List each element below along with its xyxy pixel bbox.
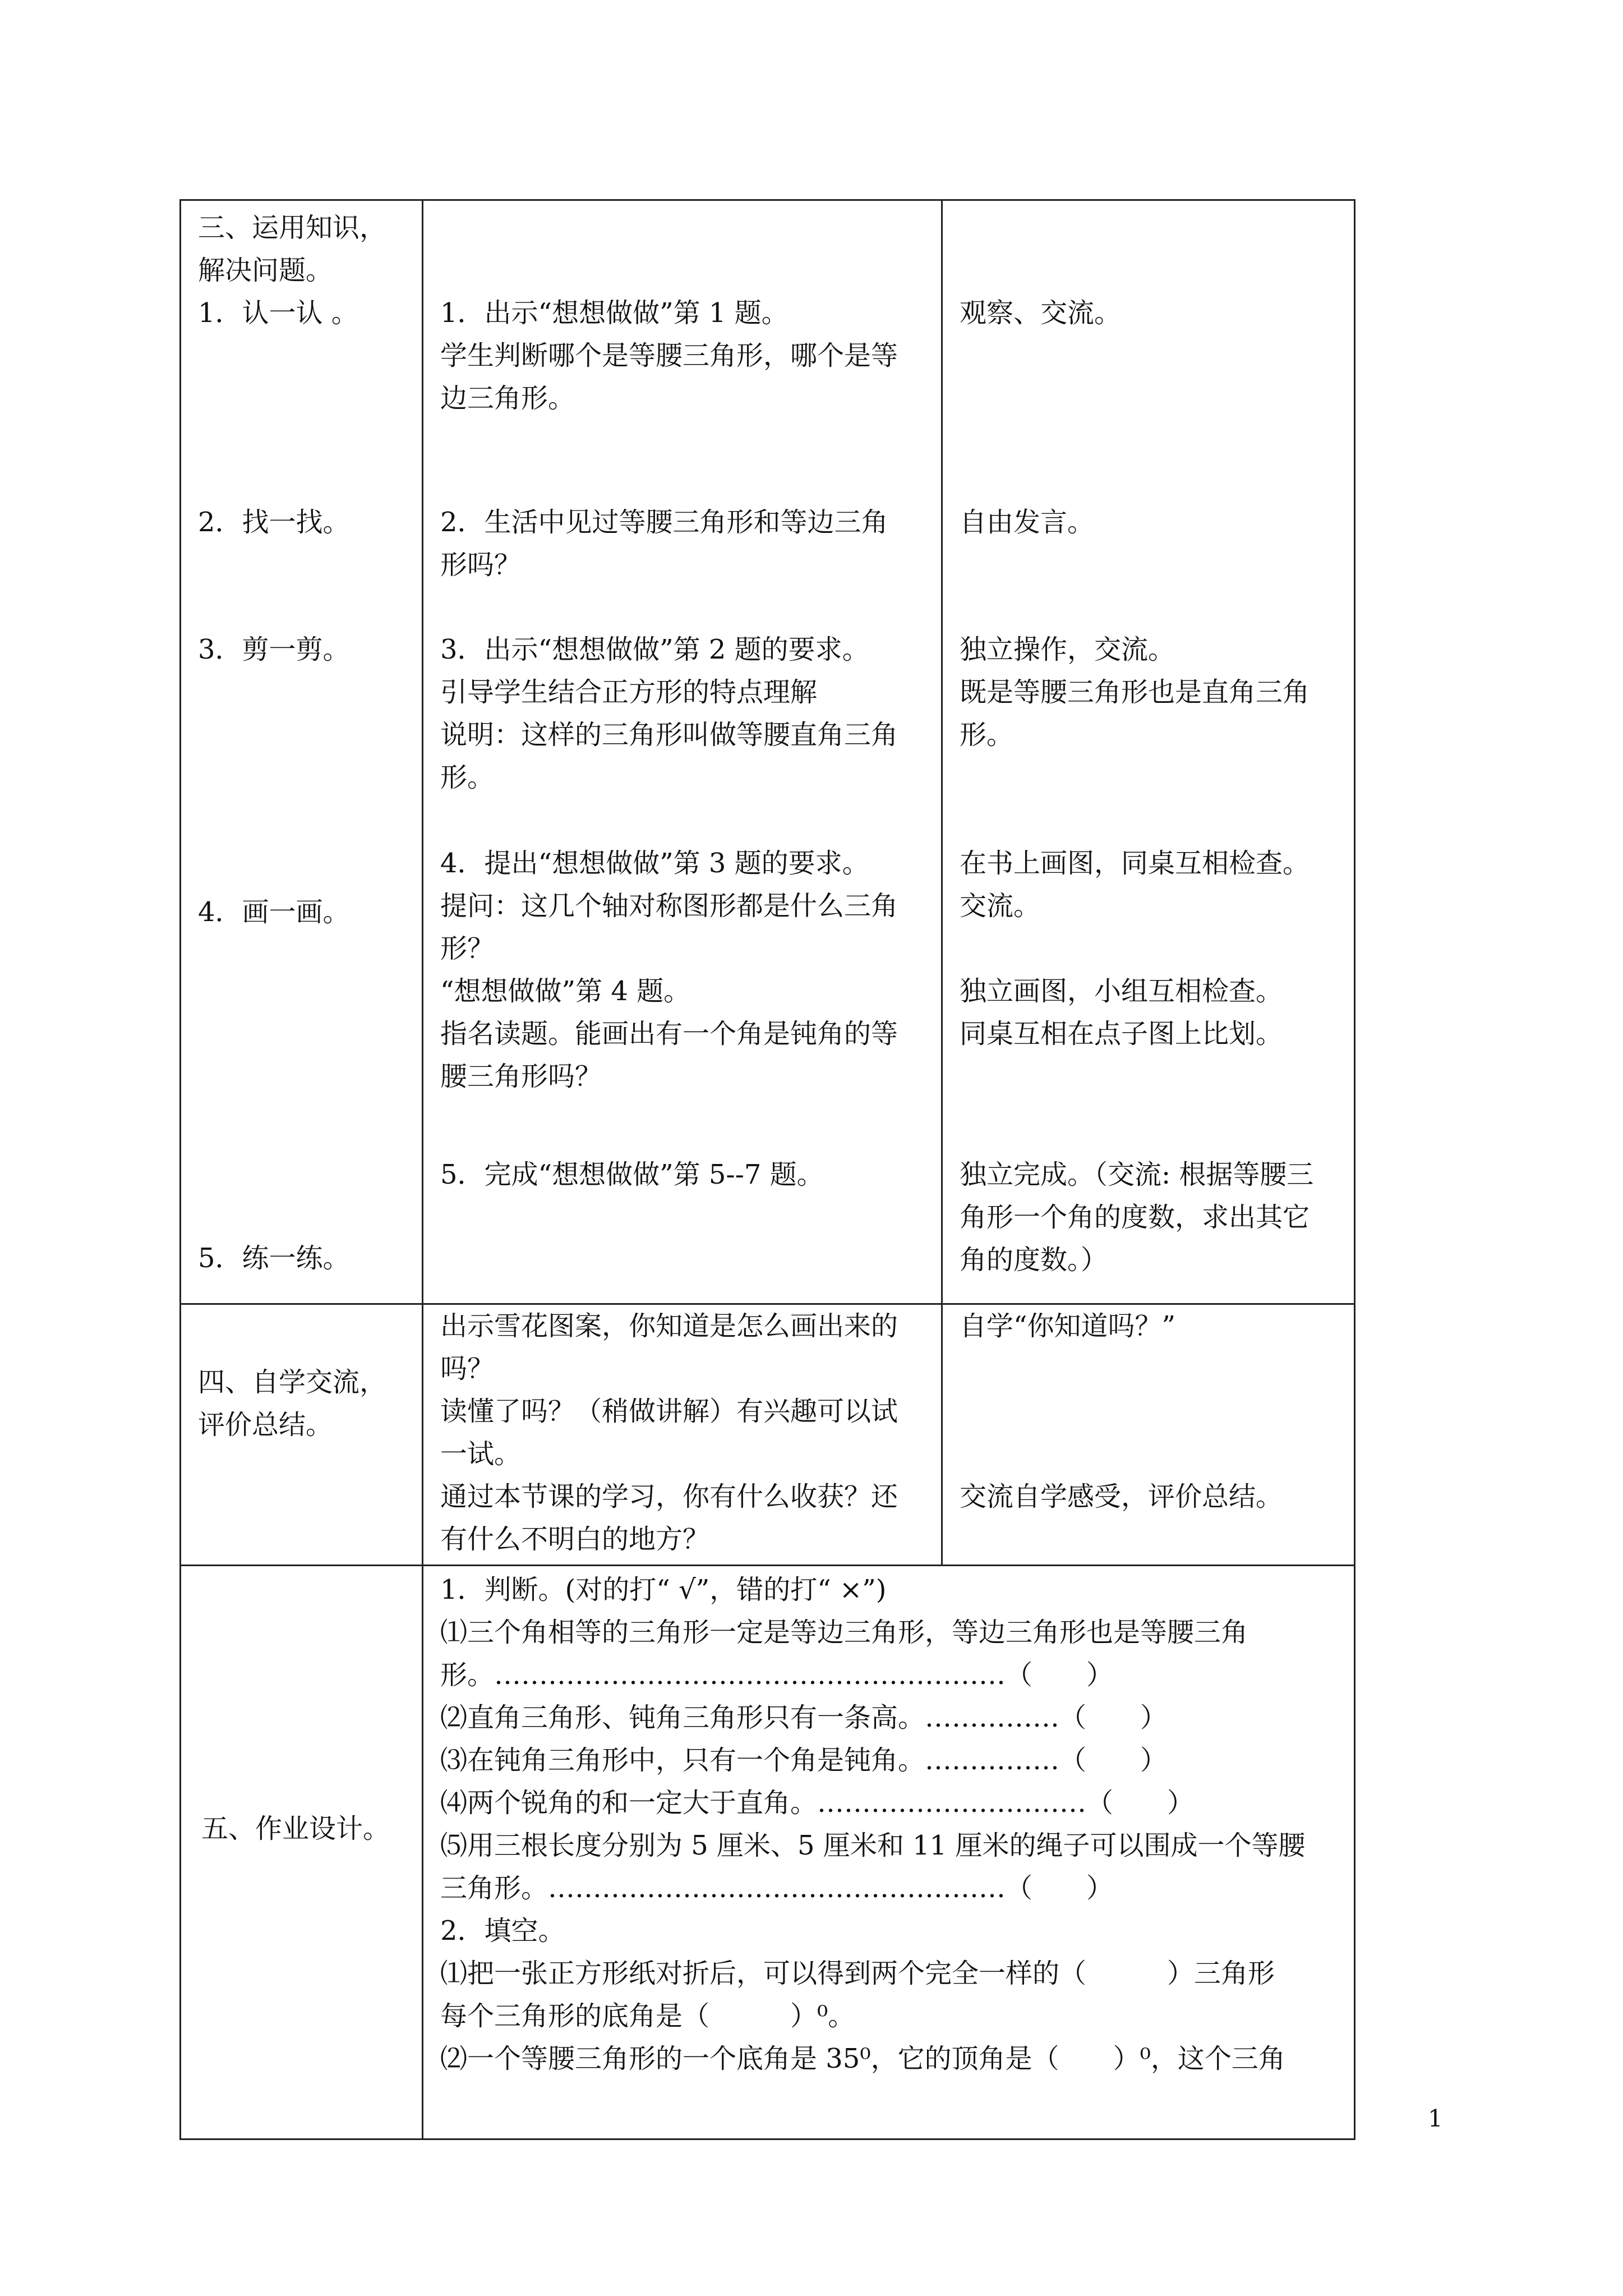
- text-line: ⑷两个锐角的和一定大于直角。…………………………（ ）: [440, 1787, 1195, 1819]
- page-number: 1: [1428, 2105, 1443, 2132]
- text-line: 读懂了吗？（稍做讲解）有兴趣可以试: [440, 1396, 898, 1427]
- text-line: 提问：这几个轴对称图形都是什么三角: [440, 890, 898, 922]
- text-line: 2．生活中见过等腰三角形和等边三角: [440, 507, 888, 538]
- text-line: 形吗？: [440, 549, 522, 581]
- text-line: 每个三角形的底角是（ ）⁰。: [440, 2000, 855, 2032]
- text-line: 在书上画图，同桌互相检查。: [960, 848, 1310, 879]
- table-row: [181, 1566, 1355, 2139]
- text-line: 吗？: [440, 1353, 495, 1384]
- text-line: ⑸用三根长度分别为 5 厘米、5 厘米和 11 厘米的绳子可以围成一个等腰: [440, 1830, 1306, 1861]
- text-line: 自由发言。: [960, 507, 1095, 538]
- text-line: ⑴把一张正方形纸对折后，可以得到两个完全一样的（ ）三角形: [440, 1958, 1275, 1989]
- table-cell: [423, 200, 942, 1304]
- text-line: 形。: [440, 762, 495, 793]
- text-line: 自学“你知道吗？”: [960, 1310, 1176, 1342]
- text-line: 引导学生结合正方形的特点理解: [440, 677, 818, 708]
- text-line: 交流。: [960, 890, 1041, 922]
- text-line: 4．提出“想想做做”第 3 题的要求。: [440, 848, 869, 879]
- text-line: 既是等腰三角形也是直角三角: [960, 677, 1310, 708]
- text-line: 出示雪花图案，你知道是怎么画出来的: [440, 1310, 898, 1342]
- text-line: 同桌互相在点子图上比划。: [960, 1018, 1283, 1050]
- text-line: 边三角形。: [440, 383, 575, 414]
- text-line: 形？: [440, 933, 495, 964]
- step-label: 5．练一练。: [198, 1243, 350, 1274]
- text-line: 形。…………………………………………………（ ）: [440, 1659, 1114, 1691]
- text-line: ⑴三个角相等的三角形一定是等边三角形，等边三角形也是等腰三角: [440, 1617, 1248, 1648]
- text-line: ⑵一个等腰三角形的一个底角是 35⁰，它的顶角是（ ）⁰，这个三角: [440, 2043, 1285, 2074]
- text-line: 2．填空。: [440, 1915, 565, 1947]
- text-line: 角的度数。）: [960, 1244, 1108, 1276]
- text-line: “想想做做”第 4 题。: [440, 976, 691, 1007]
- text-line: 一试。: [440, 1438, 522, 1470]
- table-cell: [181, 1304, 423, 1566]
- text-line: 1．判断。(对的打“ √”，错的打“ ×”): [440, 1574, 887, 1605]
- table-row: [181, 1304, 1355, 1566]
- text-line: ⑶在钝角三角形中，只有一个角是钝角。……………（ ）: [440, 1745, 1168, 1776]
- lesson-plan-table: [179, 199, 1355, 2140]
- section-heading: 五、作业设计。: [201, 1813, 390, 1844]
- text-line: 独立操作，交流。: [960, 634, 1175, 665]
- text-line: 指名读题。能画出有一个角是钝角的等: [440, 1018, 898, 1050]
- table-cell: [181, 1566, 423, 2139]
- text-line: 5．完成“想想做做”第 5--7 题。: [440, 1159, 824, 1190]
- table-row: [181, 200, 1355, 1304]
- text-line: 1．出示“想想做做”第 1 题。: [440, 297, 789, 329]
- text-line: ⑵直角三角形、钝角三角形只有一条高。……………（ ）: [440, 1702, 1168, 1733]
- text-line: 学生判断哪个是等腰三角形，哪个是等: [440, 340, 898, 371]
- table-cell: [423, 1304, 942, 1566]
- section-heading: 四、自学交流，: [198, 1366, 387, 1398]
- text-line: 腰三角形吗？: [440, 1061, 602, 1092]
- table-cell: [942, 1304, 1355, 1566]
- text-line: 通过本节课的学习，你有什么收获？还: [440, 1481, 898, 1512]
- text-line: 观察、交流。: [960, 297, 1122, 329]
- step-label: 2．找一找。: [198, 507, 350, 538]
- text-line: 三角形。……………………………………………（ ）: [440, 1872, 1114, 1904]
- section-heading: 评价总结。: [198, 1409, 333, 1441]
- table-cell: [942, 200, 1355, 1304]
- text-line: 独立完成。（交流: 根据等腰三: [960, 1159, 1314, 1190]
- text-line: 3．出示“想想做做”第 2 题的要求。: [440, 634, 869, 665]
- step-label: 1．认一认 。: [198, 297, 358, 329]
- table-cell: [423, 1566, 1355, 2139]
- text-line: 有什么不明白的地方？: [440, 1524, 710, 1555]
- text-line: 角形一个角的度数，求出其它: [960, 1202, 1310, 1233]
- text-line: 说明：这样的三角形叫做等腰直角三角: [440, 719, 898, 751]
- section-heading: 解决问题。: [198, 255, 333, 286]
- section-heading: 三、运用知识，: [198, 212, 387, 243]
- step-label: 3．剪一剪。: [198, 634, 350, 665]
- table-cell: [181, 200, 423, 1304]
- text-line: 形。: [960, 719, 1014, 751]
- text-line: 独立画图，小组互相检查。: [960, 976, 1283, 1007]
- text-line: 交流自学感受，评价总结。: [960, 1481, 1283, 1512]
- step-label: 4．画一画。: [198, 896, 350, 928]
